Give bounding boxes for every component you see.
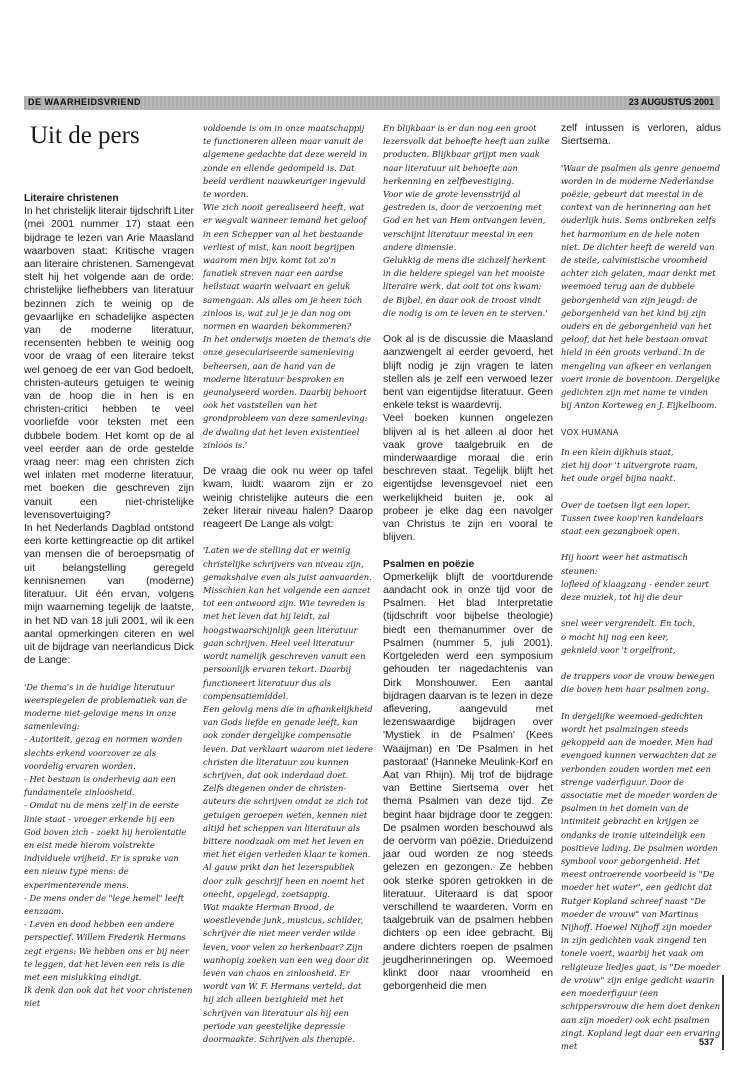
poem-line: staat een gezangboek open. (561, 526, 680, 537)
paragraph: In het Nederlands Dagblad ontstond een korte kettingreactie op dit artikel van mensen die of beroepsmatig of uit belangstelling geregeld kennisnemen van (moderne) literatuur. Uit één ervan, volgens mijn waarneming tegelijk de laatste, in het ND van 18 juli 2001, wil ik een aantal opmerkingen citeren en wel uit de bijdrage van neerlandicus Dick de Lange: (24, 523, 194, 667)
quote-paragraph: In het onderwijs moeten de thema's die onze geseculariseerde samenleving beheersen, aan de hand van de moderne literatuur besproken en geanalyseerd worden. Daarbij behoort ook het vaststellen van het grondprobleem van deze samenleving: de dwaling dat het leven existentieel zinloos is.' (203, 334, 372, 450)
poem-line: geknield voor 't orgelfront, (561, 644, 676, 655)
poem-line: snel weer vergrendelt. En toch, (561, 618, 696, 629)
paragraph: Opmerkelijk blijft de voortdurende aandacht ook in onze tijd voor de Psalmen. Het blad Interpretatie (tijdschrift voor bijbelse theologie) biedt een themanummer over de Psalmen (nummer 5, juli 2001). Kortgeleden werd een symposium gehouden ter nagedachtenis van Dirk Monshouwer. Een aantal bijdragen daarvan is te lezen in deze aflevering, aangevuld met lezenswaardige bijdragen over 'Mystiek in de Psalmen' (Kees Waaijman) en 'De Psalmen in het pastoraat' (Hanneke Meulink-Korf en Aat van Rhijn). Mij trof de bijdrage van Bettine Siertsema over het thema Psalmen van deze tijd. Ze begint haar bijdrage door te zeggen: De psalmen worden beschouwd als de oervorm van poëzie. Drieduizend jaar oud worden ze nog steeds gelezen en gezongen. Ze hebben ook sterke sporen getrokken in de literatuur. Uiteraard is dat spoor verschillend te waarderen. Vorm en taalgebruik van de psalmen hebben dichters op een idee gebracht. Bij andere dichters roepen de psalmen jeugdherinneringen op. Weemoed klinkt door naar vroomheid en geborgenheid die men (383, 571, 553, 993)
quote-paragraph: - Het bestaan is onderhevig aan een fundamentele zinloosheid. (24, 773, 176, 798)
poem-line: deze muziek, tot hij die deur (561, 592, 683, 603)
poem-stanza (561, 670, 721, 696)
quote-paragraph: Ik denk dan ook dat het voor christenen niet (24, 985, 193, 1009)
poem-line: lofleed of klaagzang - eender zeurt (561, 578, 709, 589)
quote-paragraph: Zelfs diegenen onder de christen-auteurs die schrijven omdat ze zich tot getuigen geroepen weten, kennen niet altijd het scheppen van literatuur als bittere noodzaak om met het leven en met het eigen verleden klaar te komen. Al gauw prikt dan het lezerspubliek door zulk geschrijf heen en noemt het onecht, opgelegd, zoetsappig. (203, 783, 371, 899)
quote-paragraph: Een gelovig mens die in afhankelijkheid van Gods liefde en genade leeft, kan ook zonder dergelijke compensatie leven. Dat verklaart waarom niet iedere christen die literatuur zou kunnen schrijven, dat ook inderdaad doet. (203, 703, 374, 780)
quote-paragraph: Wat maakte Herman Brood, de woestlevende junk, musicus, schilder, schrijver die niet meer verder wilde leven, voor velen zo herkenbaar? Zijn wanhopig zoeken van een weg door dit leven van chaos en zinloosheid. Er wordt van W. F. Hermans verteld, dat hij zich alleen bezighield met het schrijven van literatuur als hij een periode van geestelijke depressie doormaakte. Schrijven als therapie. (203, 901, 369, 1044)
poem-line: de trappers voor de vrouw bewegen (561, 671, 715, 682)
quote-paragraph: 'De thema's in de huidige literatuur weerspiegelen de problematiek van de moderne niet-gelovige mens in onze samenleving: (24, 681, 188, 732)
quote-paragraph: voldoende is om in onze maatschappij te functioneren alleen maar vanuit de algemene gedachte dat deze wereld in zonde en ellende gedompeld is. Dat beeld verdient nauwkeuriger ingevuld te worden. (203, 123, 368, 200)
column-4 (561, 122, 721, 1053)
paragraph: Ook al is de discussie die Maasland aanzwengelt al eerder gevoerd, het blijft nodig je zijn vragen te laten stellen als je zelf een verwoed lezer bent van eigentijdse literatuur. Geen enkele tekst is waardevrij. (383, 334, 553, 412)
quote-paragraph: 'Waar de psalmen als genre genoemd worden in de moderne Nederlandse poëzie, gebeurt dat meestal in de context van de herinnering aan het ouderlijk huis. Soms ontbreken zelfs het harmonium en de hele noten niet. De dichter heeft de wereld van de steile, calvinistische vroomheid achter zich gelaten, maar denkt met weemoed terug aan de dubbele geborgenheid van zijn jeugd: de geborgenheid van het kind bij zijn ouders en de geborgenheid van het geloof, dat het hele bestaan omvat hield in één groots verband. In de mengeling van afkeer en verlangen voert ironie de boventoon. Dergelijke gedichten zijn met name te vinden bij Anton Korteweg en J. Eijkelboom. (561, 162, 721, 411)
quote-paragraph: - Omdat nu de mens zelf in de eerste linie staat - vroeger erkende hij een God boven zich - zoekt hij heroïentatie en eist mede hierom volstrekte individuele vrijheid. Er is sprake van een nieuw type mens: de experimenterende mens. (24, 800, 187, 890)
poem-line: die boven hem haar psalmen zong. (561, 684, 709, 695)
quote-paragraph: - Autoriteit, gezag en normen worden slechts erkend voorzover ze als voordelig ervaren worden. (24, 734, 183, 771)
quote-paragraph: Gelukkig de mens die zichzelf herkent in die heldere spiegel van het mooiste literaire werk, dat ooit tot ons kwam: de Bijbel, en daar ook de troost vindt die nodig is om te leven en te sterven.' (383, 255, 548, 318)
quote-paragraph: - Leven en dood hebben een andere perspectief. Willem Frederik Hermans zegt ergens: We hebben ons er bij neer te leggen, dat het leven een reis is die met een mislukking eindigt. (24, 919, 189, 982)
column-2 (203, 122, 373, 1046)
poem-stanza (561, 446, 721, 486)
quote-paragraph: Voor wie de grote levensstrijd al gestreden is, door de verzoening met God en het van Hem ontvangen leven, verschijnt literatuur meestal in een andere dimensie. (383, 189, 546, 252)
quote-paragraph: - De mens onder de "lege hemel" leeft eenzaam. (24, 892, 184, 916)
poem-stanza (561, 551, 721, 604)
magazine-name: DE WAARHEIDSVRIEND (28, 97, 142, 107)
poem-line: ziet hij door 't uitvergrote raam, (561, 460, 698, 471)
poem-line: Hij hoort weer het astmatisch steunen: (561, 552, 688, 576)
paragraph: Veel boeken kunnen ongelezen blijven al is het alleen al door het vaak grove taalgebruik en de minderwaardige moraal die erin beschreven staat. Tegelijk blijft het eigentijdse levensgevoel niet een werkelijkheid buiten je, ook al probeer je elke dag een navolger van Christus te zijn en vooral te blijven. (383, 413, 553, 544)
poem-line: Tussen twee koop'ren kandelaars (561, 512, 704, 523)
paragraph: In het christelijk literair tijdschrift Liter (mei 2001 nummer 17) staat een bijdrage te lezen van Arie Maasland waarboven staat: Kritische vragen aan literaire christenen. Samengevat stelt hij het volgende aan de orde: christelijke liefhebbers van literatuur bezinnen zich te weinig op de gevaarlijke en schadelijke aspecten van de moderne literatuur, recensenten hebben te weinig oog voor de vraag of een literaire tekst wel genoeg de eer van God bedoelt, christen-auteurs getuigen te weinig van de hoop die in hen is en christen-critici hebben te veel voorliefde voor teksten met een dubbele bodem. Het komt op de al veel eerder aan de orde gestelde vraag neer: mag een christen zich wel inlaten met moderne literatuur, met boeken die geschreven zijn vanuit een niet-christelijke levensovertuiging? (24, 206, 194, 521)
poem-line: o mocht hij nog een keer, (561, 631, 669, 642)
paragraph: zelf intussen is verloren, aldus Siertsema. (561, 123, 721, 148)
page-number: 537 (699, 1037, 715, 1047)
poem-stanza (561, 499, 721, 539)
section-heading-literaire-christenen: Literaire christenen (24, 193, 119, 204)
page-edge-line (722, 975, 724, 1050)
column-1 (24, 192, 194, 1011)
paragraph: De vraag die ook nu weer op tafel kwam, luidt: waarom zijn er zo weinig christelijke auteurs die een zeker literair niveau halen? Daarop reageert De Lange als volgt: (203, 466, 373, 531)
poem-stanza (561, 617, 721, 657)
page-title: Uit de pers (30, 122, 140, 149)
poem-line: het oude orgel bijna naakt. (561, 473, 676, 484)
running-header (24, 96, 720, 110)
quote-paragraph: En blijkbaar is er dan nog een groot lezersvolk dat behoefte heeft aan zulke producten. Blijkbaar grijpt men vaak naar literatuur uit behoefte aan herkenning en zelfbevestiging. (383, 123, 550, 186)
section-heading-psalmen-en-poezie: Psalmen en poëzie (383, 558, 475, 570)
poem-title: VOX HUMANA (561, 427, 619, 437)
poem-line: In een klein dijkhuis staat, (561, 446, 674, 457)
column-3 (383, 122, 553, 993)
quote-paragraph: In dergelijke weemoed-gedichten wordt het psalmzingen steeds gekoppeld aan de moeder. Men had evengoed kunnen verwachten dat ze verbonden zouden worden met een strenge vaderfiguur. Door de associatie met de moeder worden de psalmen in het domein van de intimiteit gebracht en krijgen ze ondanks de ironie uiteindelijk een positieve lading. De psalmen worden symbool voor geborgenheid. Het meest ontroerende voorbeeld is "De moeder het water", een gedicht dat Rutger Kopland schreef naast "De moeder de vrouw" van Martinus Nijhoff. Hoewel Nijhoff zijn moeder in zijn gedichten vaak zingend ten tonele voert, waarbij het vaak om religieuze liedjes gaat, is "De moeder de vrouw" zijn enige gedicht waarin een moederfiguur (een schippersvrouw die hem doet denken aan zijn moeder) ook echt psalmen zingt. Kopland legt daar een ervaring met (561, 710, 721, 1051)
issue-date: 23 AUGUSTUS 2001 (628, 97, 714, 107)
poem-line: Over de toetsen ligt een loper. (561, 499, 690, 510)
quote-paragraph: Wie zich nooit gerealiseerd heeft, wat er wegvalt wanneer iemand het geloof in een Schepper van al het bestaande verliest of mist, kan nooit begrijpen waarom men bijv. komt tot zo'n fanatiek streven naar een aardse heilstaat waarin welvaart en geluk samengaan. Als alles om je heen tóch zinloos is, wat zul je je dan nog om normen en waarden bekommeren? (203, 202, 367, 332)
quote-paragraph: 'Laten we de stelling dat er weinig christelijke schrijvers van niveau zijn, gemakshalve even als juist aanvaarden. Misschien kan het volgende een aanzet tot een antwoord zijn. Wie tevreden is met het leven dat hij leidt, zal hoogstwaarschijnlijk geen literatuur gaan schrijven. Heel veel literatuur wordt namelijk geschreven vanuit een persoonlijk ervaren tekort. Daarbij functioneert literatuur dus als compensatiemiddel. (203, 545, 372, 701)
